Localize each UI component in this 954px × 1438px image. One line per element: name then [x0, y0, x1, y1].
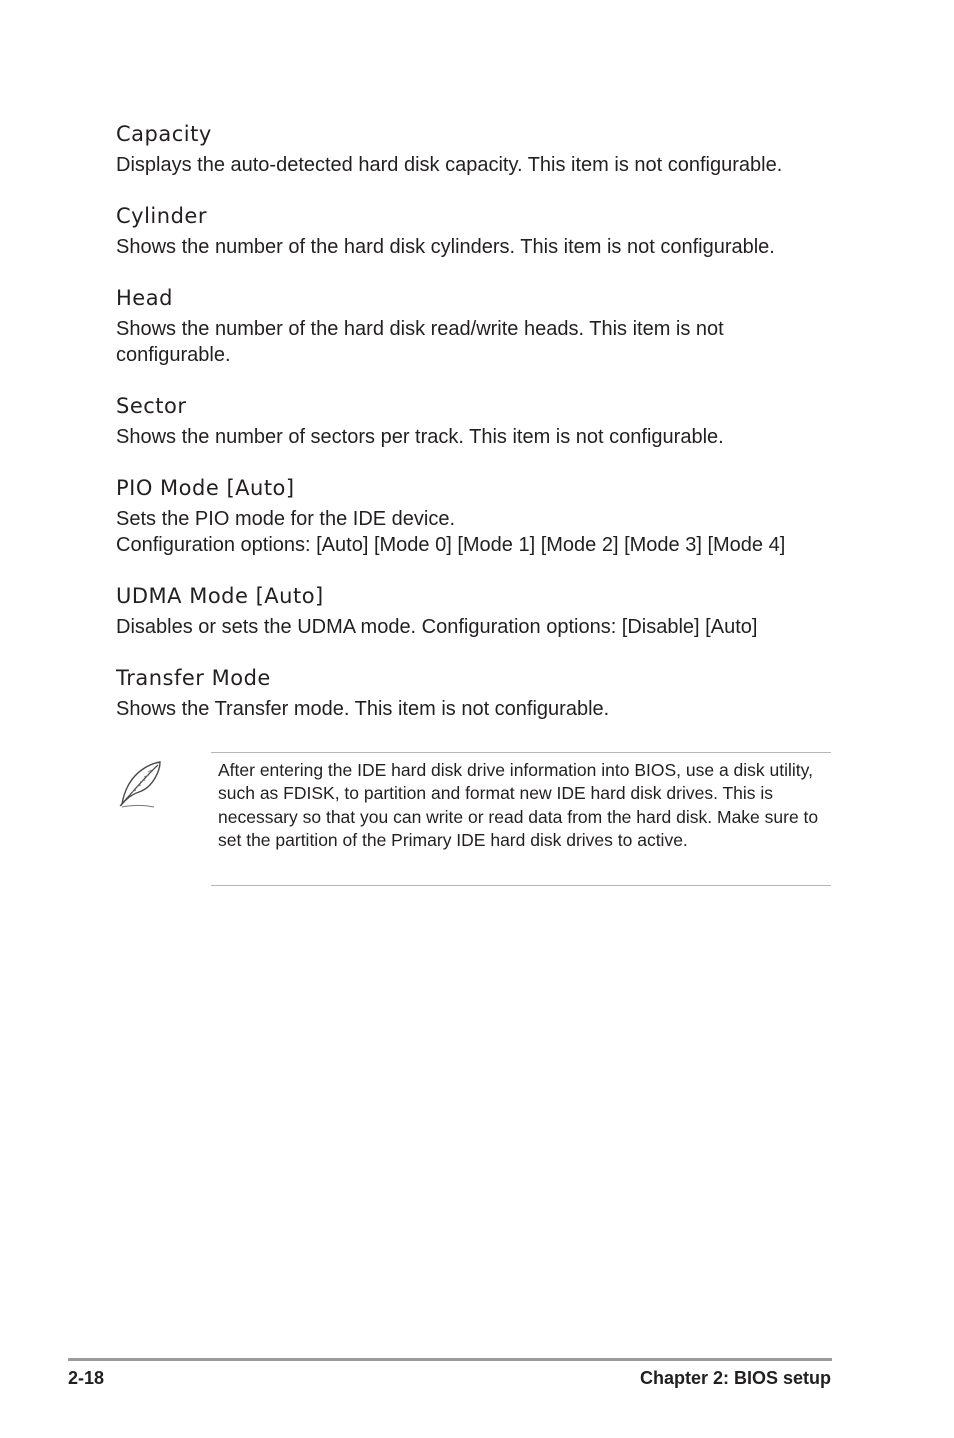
section-body: Shows the number of the hard disk read/write heads. This item is not configurable.	[116, 318, 724, 366]
section-heading: Head	[116, 286, 173, 310]
page-number: 2-18	[68, 1368, 105, 1388]
section-body: Disables or sets the UDMA mode. Configuration options: [Disable] [Auto]	[116, 616, 758, 638]
section-heading: Sector	[116, 394, 187, 418]
section-heading: PIO Mode [Auto]	[116, 476, 295, 500]
section-udma-mode	[116, 582, 846, 640]
section-heading: UDMA Mode [Auto]	[116, 584, 324, 608]
section-capacity	[116, 120, 846, 178]
note-text: After entering the IDE hard disk drive information into BIOS, use a disk utility, such as FDISK, to partition and format new IDE hard disk drives. This is necessary so that you can write or read data from the hard disk. Make sure to set the partition of the Primary IDE hard disk drives to active.	[218, 760, 819, 850]
section-body: Sets the PIO mode for the IDE device.	[116, 508, 456, 530]
section-heading: Capacity	[116, 122, 212, 146]
section-body: Shows the Transfer mode. This item is not configurable.	[116, 698, 610, 720]
section-body: Displays the auto-detected hard disk capacity. This item is not configurable.	[116, 154, 783, 176]
section-body: Shows the number of sectors per track. This item is not configurable.	[116, 426, 724, 448]
section-transfer-mode	[116, 664, 846, 722]
note-box	[211, 752, 831, 886]
footer-divider	[68, 1358, 832, 1361]
section-pio-mode	[116, 474, 846, 558]
section-heading: Transfer Mode	[116, 666, 271, 690]
section-body-options: Configuration options: [Auto] [Mode 0] [Mode 1] [Mode 2] [Mode 3] [Mode 4]	[116, 534, 786, 556]
section-head	[116, 284, 796, 368]
chapter-title: Chapter 2: BIOS setup	[639, 1368, 831, 1388]
section-sector	[116, 392, 846, 450]
feather-pen-icon	[114, 758, 166, 810]
section-heading: Cylinder	[116, 204, 207, 228]
section-cylinder	[116, 202, 846, 260]
section-body: Shows the number of the hard disk cylinders. This item is not configurable.	[116, 236, 775, 258]
